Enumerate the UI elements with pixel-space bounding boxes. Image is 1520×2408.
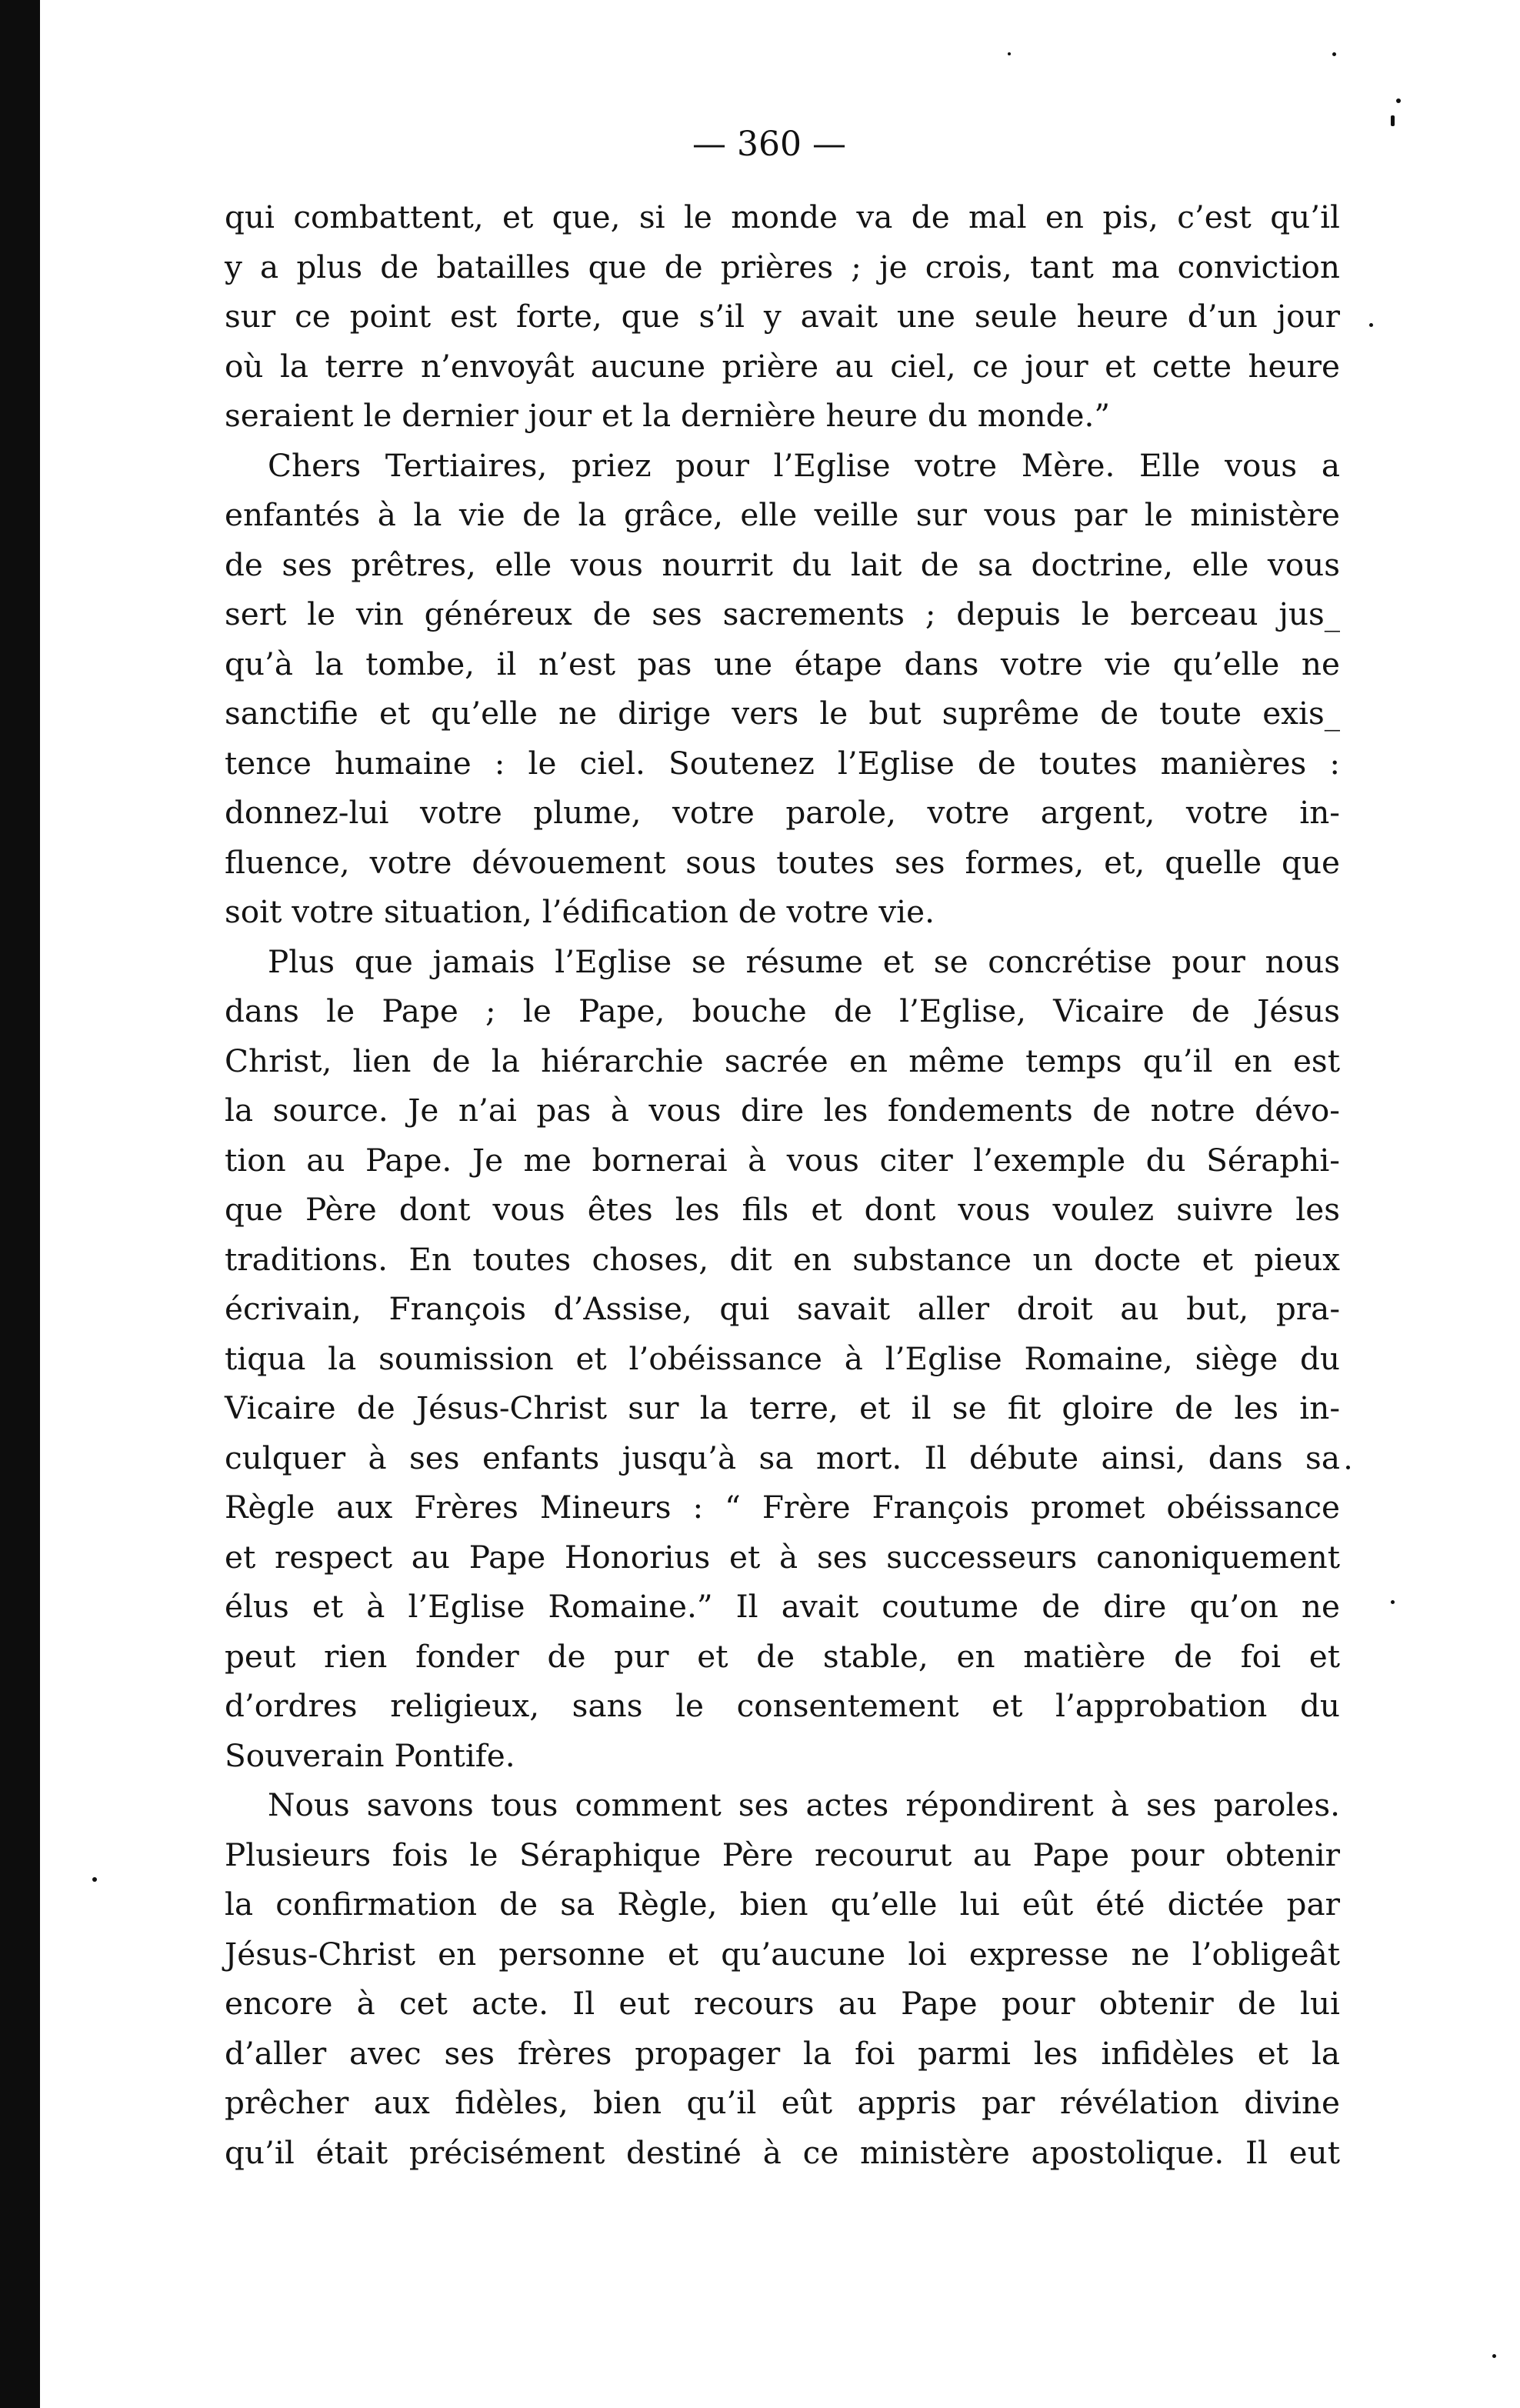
text-line: tiqua la soumission et l’obéissance à l’Eglise Romaine, siège du	[225, 1339, 1340, 1377]
scan-speck	[1492, 2354, 1496, 2358]
text-line: sanctifie et qu’elle ne dirige vers le but suprême de toute exis_	[225, 695, 1340, 732]
text-line: élus et à l’Eglise Romaine.” Il avait coutume de dire qu’on ne	[225, 1588, 1340, 1625]
scan-speck	[1391, 115, 1395, 126]
text-line: peut rien fonder de pur et de stable, en matière de foi et	[225, 1637, 1340, 1675]
text-line: la confirmation de sa Règle, bien qu’elle lui eût été dictée par	[225, 1886, 1340, 1923]
scan-speck	[1396, 98, 1401, 103]
text-line: fluence, votre dévouement sous toutes ses formes, et, quelle que	[225, 843, 1340, 881]
body-text	[225, 192, 1340, 2177]
text-line: Plusieurs fois le Séraphique Père recourut au Pape pour obtenir	[225, 1836, 1340, 1873]
text-line: Souverain Pontife.	[225, 1736, 515, 1774]
scan-speck	[1391, 1600, 1395, 1604]
text-line: prêcher aux fidèles, bien qu’il eût appris par révélation divine	[225, 2084, 1340, 2121]
text-line: dans le Pape ; le Pape, bouche de l’Eglise, Vicaire de Jésus	[225, 992, 1340, 1029]
scan-speck	[1332, 52, 1336, 56]
text-line: et respect au Pape Honorius et à ses successeurs canoniquement	[225, 1538, 1340, 1576]
text-line: qui combattent, et que, si le monde va de mal en pis, c’est qu’il	[225, 198, 1340, 235]
text-line: Vicaire de Jésus-Christ sur la terre, et il se fit gloire de les in-	[225, 1389, 1340, 1426]
text-line: culquer à ses enfants jusqu’à sa mort. Il débute ainsi, dans sa	[225, 1439, 1340, 1476]
scan-speck	[1346, 1466, 1350, 1469]
text-line: sur ce point est forte, que s’il y avait une seule heure d’un jour	[225, 298, 1340, 335]
text-line: d’aller avec ses frères propager la foi parmi les infidèles et la	[225, 2034, 1340, 2072]
text-line: qu’à la tombe, il n’est pas une étape dans votre vie qu’elle ne	[225, 645, 1340, 682]
scan-speck	[92, 1877, 97, 1882]
text-line: qu’il était précisément destiné à ce ministère apostolique. Il eut	[225, 2133, 1340, 2171]
text-line: Chers Tertiaires, priez pour l’Eglise votre Mère. Elle vous a	[268, 446, 1340, 484]
text-line: d’ordres religieux, sans le consentement et l’approbation du	[225, 1687, 1340, 1724]
text-line: Nous savons tous comment ses actes répondirent à ses paroles.	[268, 1786, 1340, 1823]
text-line: Jésus-Christ en personne et qu’aucune loi expresse ne l’obligeât	[225, 1935, 1340, 1973]
text-line: tence humaine : le ciel. Soutenez l’Eglise de toutes manières :	[225, 744, 1340, 782]
text-line: enfantés à la vie de la grâce, elle veille sur vous par le ministère	[225, 496, 1340, 533]
text-line: où la terre n’envoyât aucune prière au ciel, ce jour et cette heure	[225, 347, 1340, 385]
text-line: écrivain, François d’Assise, qui savait aller droit au but, pra-	[225, 1290, 1340, 1327]
text-line: Règle aux Frères Mineurs : “ Frère François promet obéissance	[225, 1489, 1340, 1526]
text-line: encore à cet acte. Il eut recours au Pape pour obtenir de lui	[225, 1985, 1340, 2022]
text-line: traditions. En toutes choses, dit en substance un docte et pieux	[225, 1240, 1340, 1278]
text-line: Christ, lien de la hiérarchie sacrée en même temps qu’il en est	[225, 1042, 1340, 1079]
scan-speck	[1369, 323, 1373, 327]
text-line: de ses prêtres, elle vous nourrit du lait de sa doctrine, elle vous	[225, 545, 1340, 583]
scan-speck	[1008, 52, 1011, 55]
text-line: y a plus de batailles que de prières ; je crois, tant ma conviction	[225, 248, 1340, 285]
text-line: tion au Pape. Je me bornerai à vous citer l’exemple du Séraphi-	[225, 1141, 1340, 1179]
text-line: Plus que jamais l’Eglise se résume et se concrétise pour nous	[268, 942, 1340, 980]
text-line: donnez-lui votre plume, votre parole, votre argent, votre in-	[225, 794, 1340, 831]
text-line: seraient le dernier jour et la dernière heure du monde.”	[225, 397, 1111, 434]
text-line: soit votre situation, l’édification de votre vie.	[225, 893, 935, 930]
text-line: que Père dont vous êtes les fils et dont vous voulez suivre les	[225, 1191, 1340, 1228]
text-line: la source. Je n’ai pas à vous dire les fondements de notre dévo-	[225, 1092, 1340, 1129]
binding-edge-shadow	[0, 0, 40, 2408]
page-number: — 360 —	[692, 125, 846, 164]
text-line: sert le vin généreux de ses sacrements ; depuis le berceau jus_	[225, 595, 1340, 632]
